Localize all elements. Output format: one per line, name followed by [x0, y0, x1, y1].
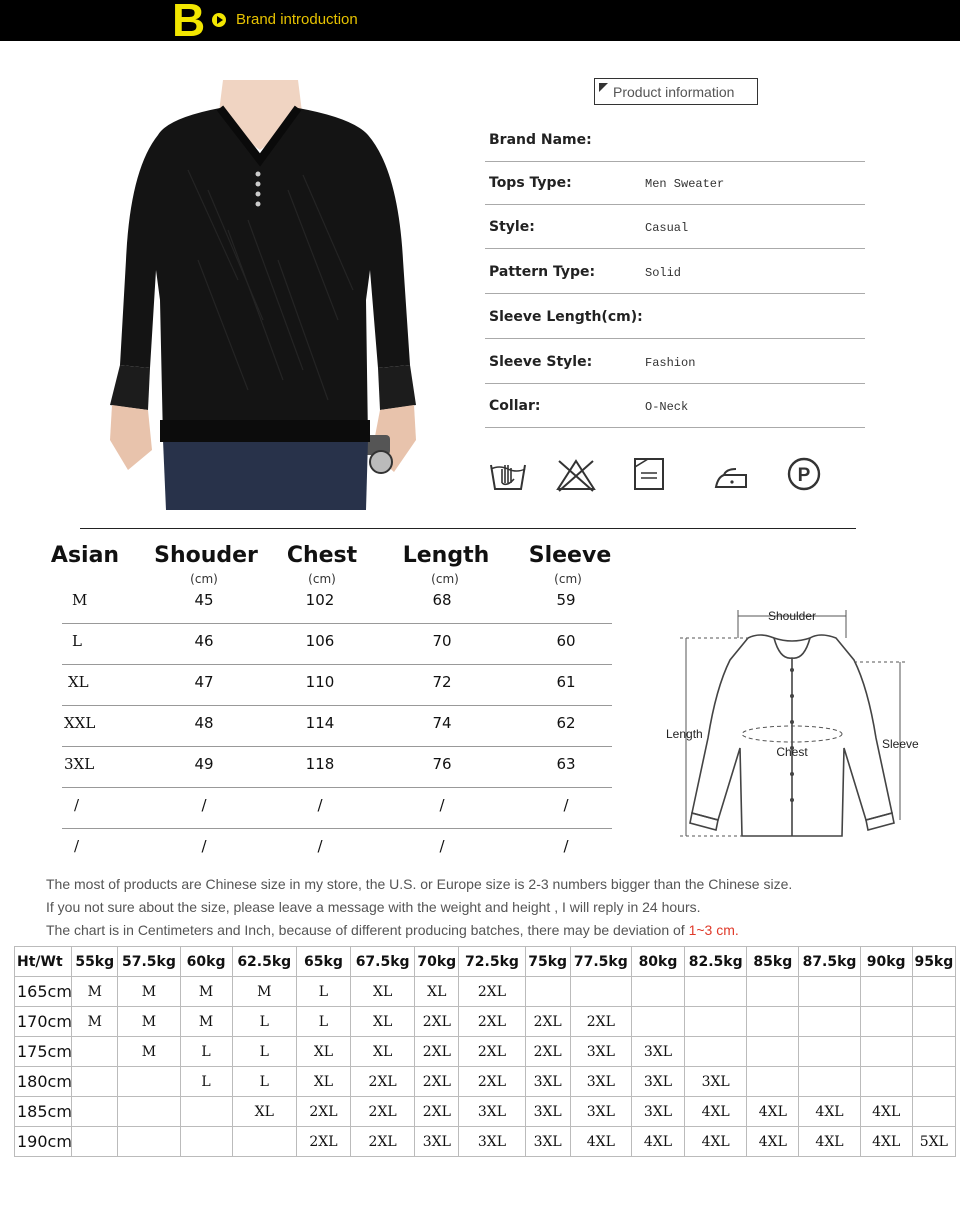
- size-cell: 2XL: [296, 1097, 350, 1127]
- height-weight-table: [14, 946, 956, 1157]
- size-cell: /: [74, 837, 80, 855]
- table-row: [15, 1037, 956, 1067]
- size-cell: [118, 1127, 180, 1157]
- size-cell: 74: [432, 714, 452, 732]
- spec-value: O-Neck: [645, 400, 689, 414]
- size-cell: M: [118, 1007, 180, 1037]
- spec-row-sleeve-length: [485, 295, 865, 339]
- spec-value: Casual: [645, 221, 689, 235]
- size-cell: 61: [556, 673, 576, 691]
- size-cell: [912, 1067, 955, 1097]
- size-cell: [747, 1007, 799, 1037]
- diagram-label-chest: Chest: [776, 745, 808, 759]
- weight-header: 57.5kg: [118, 947, 180, 977]
- size-cell: 2XL: [459, 1007, 525, 1037]
- size-cell: M: [118, 1037, 180, 1067]
- play-icon: [212, 13, 226, 27]
- size-cell: 60: [556, 632, 576, 650]
- table-row: [15, 977, 956, 1007]
- size-note-2: If you not sure about the size, please leave a message with the weight and height , I will reply in 24 hours.: [46, 899, 701, 915]
- weight-header: 95kg: [912, 947, 955, 977]
- weight-header: 75kg: [525, 947, 570, 977]
- size-cell: 5XL: [912, 1127, 955, 1157]
- size-row: [62, 624, 612, 665]
- size-cell: 3XL: [631, 1037, 684, 1067]
- size-cell: [860, 977, 912, 1007]
- size-cell: [525, 977, 570, 1007]
- size-cell: 2XL: [415, 1007, 459, 1037]
- size-cell: L: [232, 1007, 296, 1037]
- table-row: [15, 1007, 956, 1037]
- size-cell: 62: [556, 714, 576, 732]
- size-cell: [912, 1007, 955, 1037]
- svg-text:P: P: [797, 465, 811, 486]
- unit-label: (cm): [308, 572, 336, 586]
- weight-header: 55kg: [72, 947, 118, 977]
- size-cell: [747, 1067, 799, 1097]
- size-cell: [912, 1097, 955, 1127]
- size-cell: [631, 1007, 684, 1037]
- spec-key: Pattern Type:: [489, 264, 596, 280]
- height-label: 165cm: [15, 977, 72, 1007]
- unit-label: (cm): [554, 572, 582, 586]
- size-cell: 47: [194, 673, 214, 691]
- size-cell: [72, 1097, 118, 1127]
- table-row: [15, 1127, 956, 1157]
- diagram-label-sleeve: Sleeve: [882, 737, 919, 751]
- size-cell: [799, 977, 860, 1007]
- product-information-label: [594, 78, 758, 105]
- size-cell: M: [232, 977, 296, 1007]
- size-cell: 4XL: [799, 1127, 860, 1157]
- size-row: [62, 583, 612, 624]
- size-cell: [799, 1007, 860, 1037]
- size-cell: 3XL: [415, 1127, 459, 1157]
- spec-row-tops-type: [485, 161, 865, 205]
- size-cell: [747, 1037, 799, 1067]
- size-cell: 110: [305, 673, 335, 691]
- tumble-dry-icon: [630, 455, 672, 495]
- size-cell: [912, 1037, 955, 1067]
- size-cell: 59: [556, 591, 576, 609]
- size-cell: 3XL: [459, 1127, 525, 1157]
- size-cell: [570, 977, 631, 1007]
- size-cell: XL: [415, 977, 459, 1007]
- spec-key: Tops Type:: [489, 175, 572, 191]
- size-cell: 114: [305, 714, 335, 732]
- size-note-3-text: The chart is in Centimeters and Inch, because of different producing batches, there may be deviation of: [46, 922, 689, 938]
- spec-key: Style:: [489, 219, 535, 235]
- size-cell: 2XL: [351, 1067, 415, 1097]
- size-cell: 70: [432, 632, 452, 650]
- size-cell: 3XL: [525, 1097, 570, 1127]
- size-cell: L: [296, 1007, 350, 1037]
- size-cell: 4XL: [860, 1097, 912, 1127]
- size-cell: [685, 1037, 747, 1067]
- size-cell: 2XL: [415, 1037, 459, 1067]
- spec-key: Sleeve Length(cm):: [489, 309, 643, 325]
- weight-header: 67.5kg: [351, 947, 415, 977]
- size-cell: 3XL: [525, 1067, 570, 1097]
- size-cell: 3XL: [570, 1037, 631, 1067]
- section-letter: B: [172, 0, 206, 46]
- size-cell: L: [72, 632, 82, 650]
- size-cell: /: [563, 796, 569, 814]
- spec-key: Brand Name:: [489, 132, 592, 148]
- size-cell: 4XL: [685, 1127, 747, 1157]
- size-cell: 2XL: [296, 1127, 350, 1157]
- size-cell: M: [72, 1007, 118, 1037]
- size-cell: 3XL: [685, 1067, 747, 1097]
- size-cell: 2XL: [415, 1067, 459, 1097]
- size-cell: 3XL: [570, 1067, 631, 1097]
- size-cell: 118: [305, 755, 335, 773]
- weight-header: 87.5kg: [799, 947, 860, 977]
- section-divider: [80, 528, 856, 529]
- size-cell: L: [232, 1037, 296, 1067]
- deviation-value: 1~3 cm.: [688, 922, 739, 938]
- table-header-row: [15, 947, 956, 977]
- size-cell: XXL: [64, 714, 96, 732]
- size-header-sleeve: Sleeve: [528, 543, 612, 568]
- size-cell: 102: [305, 591, 335, 609]
- spec-row-pattern-type: [485, 250, 865, 294]
- size-cell: /: [74, 796, 80, 814]
- size-cell: 2XL: [351, 1127, 415, 1157]
- size-cell: 4XL: [747, 1097, 799, 1127]
- size-cell: 68: [432, 591, 452, 609]
- hand-wash-icon: [488, 455, 530, 495]
- size-cell: [72, 1127, 118, 1157]
- diagram-label-shoulder: Shoulder: [767, 609, 817, 623]
- size-row: [62, 788, 612, 829]
- size-cell: 72: [432, 673, 452, 691]
- size-cell: 106: [305, 632, 335, 650]
- size-cell: XL: [296, 1037, 350, 1067]
- weight-header: 77.5kg: [570, 947, 631, 977]
- table-row: [15, 1097, 956, 1127]
- size-cell: [799, 1037, 860, 1067]
- size-cell: [685, 977, 747, 1007]
- size-cell: /: [317, 837, 323, 855]
- size-note-3: [46, 922, 739, 938]
- size-cell: [180, 1097, 232, 1127]
- size-cell: /: [439, 837, 445, 855]
- size-cell: 2XL: [459, 977, 525, 1007]
- size-cell: [799, 1067, 860, 1097]
- spec-row-collar: [485, 384, 865, 428]
- measurement-diagram: [660, 598, 920, 848]
- size-cell: 4XL: [747, 1127, 799, 1157]
- size-cell: M: [72, 591, 88, 609]
- spec-key: Sleeve Style:: [489, 354, 593, 370]
- product-photo: [98, 80, 418, 510]
- size-cell: [631, 977, 684, 1007]
- height-label: 170cm: [15, 1007, 72, 1037]
- size-cell: XL: [296, 1067, 350, 1097]
- weight-header: 82.5kg: [685, 947, 747, 977]
- iron-icon: [710, 455, 752, 495]
- size-note-1: The most of products are Chinese size in my store, the U.S. or Europe size is 2-3 numbers bigger than the Chinese size.: [46, 876, 793, 892]
- size-cell: 2XL: [525, 1007, 570, 1037]
- weight-header: 85kg: [747, 947, 799, 977]
- diagram-label-length: Length: [666, 727, 703, 741]
- weight-header: 62.5kg: [232, 947, 296, 977]
- size-cell: M: [180, 1007, 232, 1037]
- spec-key: Collar:: [489, 398, 541, 414]
- weight-header: 60kg: [180, 947, 232, 977]
- size-cell: [180, 1127, 232, 1157]
- size-cell: [72, 1037, 118, 1067]
- size-row: [62, 747, 612, 788]
- size-cell: 2XL: [415, 1097, 459, 1127]
- size-cell: [860, 1067, 912, 1097]
- size-cell: 4XL: [685, 1097, 747, 1127]
- dry-clean-icon: [784, 455, 826, 495]
- size-cell: 3XL: [525, 1127, 570, 1157]
- size-cell: [860, 1007, 912, 1037]
- size-cell: /: [201, 837, 207, 855]
- spec-row-brand-name: [485, 118, 865, 162]
- size-cell: 4XL: [631, 1127, 684, 1157]
- size-cell: 2XL: [570, 1007, 631, 1037]
- weight-header: 90kg: [860, 947, 912, 977]
- weight-header: 70kg: [415, 947, 459, 977]
- spec-value: Solid: [645, 266, 682, 280]
- size-cell: [912, 977, 955, 1007]
- corner-marker-icon: [599, 83, 608, 92]
- spec-row-sleeve-style: [485, 340, 865, 384]
- height-label: 175cm: [15, 1037, 72, 1067]
- header-bar: [0, 0, 960, 46]
- size-row: [62, 829, 612, 870]
- size-cell: [232, 1127, 296, 1157]
- size-cell: [860, 1037, 912, 1067]
- weight-header: 72.5kg: [459, 947, 525, 977]
- size-cell: [747, 977, 799, 1007]
- no-bleach-icon: [555, 455, 597, 495]
- weight-header: 65kg: [296, 947, 350, 977]
- spec-value: Men Sweater: [645, 177, 725, 191]
- size-cell: 49: [194, 755, 214, 773]
- size-cell: M: [72, 977, 118, 1007]
- size-cell: /: [439, 796, 445, 814]
- height-label: 185cm: [15, 1097, 72, 1127]
- size-row: [62, 665, 612, 706]
- size-cell: XL: [232, 1097, 296, 1127]
- size-cell: XL: [351, 977, 415, 1007]
- size-cell: 2XL: [459, 1067, 525, 1097]
- height-label: 190cm: [15, 1127, 72, 1157]
- size-cell: 4XL: [799, 1097, 860, 1127]
- size-cell: XL: [351, 1037, 415, 1067]
- size-cell: 48: [194, 714, 214, 732]
- size-cell: 3XL: [570, 1097, 631, 1127]
- size-cell: XL: [68, 673, 89, 691]
- size-header-length: Length: [402, 543, 490, 568]
- spec-value: Fashion: [645, 356, 696, 370]
- table-row: [15, 1067, 956, 1097]
- size-header-chest: Chest: [286, 543, 358, 568]
- weight-header: 80kg: [631, 947, 684, 977]
- table-corner: Ht/Wt: [15, 947, 72, 977]
- size-cell: 46: [194, 632, 214, 650]
- height-label: 180cm: [15, 1067, 72, 1097]
- product-information-title: Product information: [613, 84, 735, 100]
- size-cell: /: [201, 796, 207, 814]
- size-cell: 3XL: [64, 755, 95, 773]
- size-cell: L: [296, 977, 350, 1007]
- size-cell: /: [563, 837, 569, 855]
- unit-label: (cm): [190, 572, 218, 586]
- size-cell: /: [317, 796, 323, 814]
- size-cell: [685, 1007, 747, 1037]
- size-header-shoulder: Shouder: [154, 543, 258, 568]
- size-cell: 2XL: [459, 1037, 525, 1067]
- size-cell: [118, 1067, 180, 1097]
- size-cell: M: [180, 977, 232, 1007]
- size-cell: 3XL: [459, 1097, 525, 1127]
- size-cell: L: [232, 1067, 296, 1097]
- unit-label: (cm): [431, 572, 459, 586]
- spec-row-style: [485, 205, 865, 249]
- size-header-asian: Asian: [50, 543, 120, 568]
- size-cell: 3XL: [631, 1067, 684, 1097]
- size-cell: M: [118, 977, 180, 1007]
- size-cell: 2XL: [525, 1037, 570, 1067]
- size-row: [62, 706, 612, 747]
- size-cell: 3XL: [631, 1097, 684, 1127]
- size-cell: 45: [194, 591, 214, 609]
- section-title: Brand introduction: [236, 11, 358, 28]
- size-cell: [72, 1067, 118, 1097]
- size-cell: L: [180, 1037, 232, 1067]
- size-cell: XL: [351, 1007, 415, 1037]
- size-cell: [118, 1097, 180, 1127]
- size-cell: 76: [432, 755, 452, 773]
- size-cell: 2XL: [351, 1097, 415, 1127]
- size-cell: 4XL: [570, 1127, 631, 1157]
- size-cell: 4XL: [860, 1127, 912, 1157]
- size-cell: L: [180, 1067, 232, 1097]
- size-cell: 63: [556, 755, 576, 773]
